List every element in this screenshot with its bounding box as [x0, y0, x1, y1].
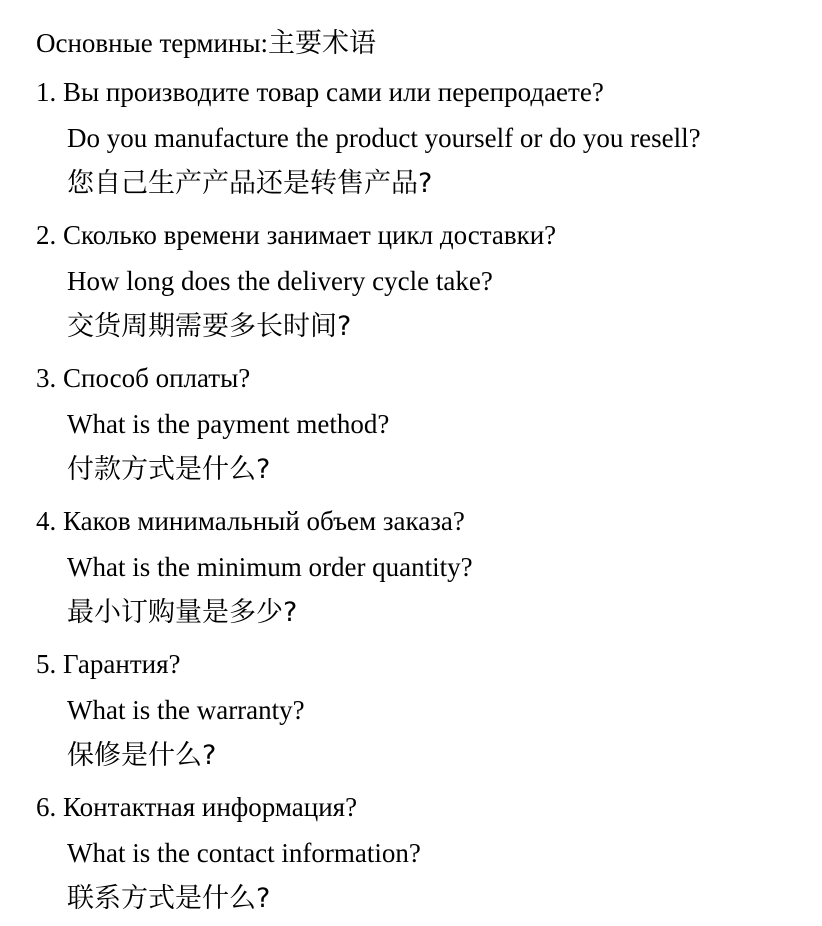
question-russian: 4. Каков минимальный объем заказа? [36, 506, 465, 536]
question-russian: 5. Гарантия? [36, 649, 181, 679]
question-chinese: 保修是什么? [67, 740, 217, 771]
list-item [36, 69, 816, 207]
question-chinese: 付款方式是什么? [67, 454, 271, 485]
terms-document [36, 22, 816, 922]
question-russian: 3. Способ оплаты? [36, 363, 251, 393]
question-russian: 2. Сколько времени занимает цикл доставки? [36, 220, 557, 250]
question-english: Do you manufacture the product yourself or do you resell? [67, 123, 701, 153]
question-chinese: 交货周期需要多长时间? [67, 311, 352, 342]
list-item [36, 498, 816, 636]
question-english: What is the minimum order quantity? [67, 552, 473, 582]
document-title: Основные термины:主要术语 [36, 28, 377, 58]
list-item [36, 212, 816, 350]
question-english: What is the contact information? [67, 838, 421, 868]
question-russian: 6. Контактная информация? [36, 792, 358, 822]
list-item [36, 784, 816, 922]
question-russian: 1. Вы производите товар сами или перепродаете? [36, 77, 604, 107]
question-english: What is the payment method? [67, 409, 390, 439]
question-chinese: 联系方式是什么? [67, 883, 271, 914]
question-english: How long does the delivery cycle take? [67, 266, 493, 296]
list-item [36, 641, 816, 779]
question-chinese: 您自己生产产品还是转售产品? [67, 168, 433, 199]
question-english: What is the warranty? [67, 695, 305, 725]
question-chinese: 最小订购量是多少? [67, 597, 298, 628]
list-item [36, 355, 816, 493]
